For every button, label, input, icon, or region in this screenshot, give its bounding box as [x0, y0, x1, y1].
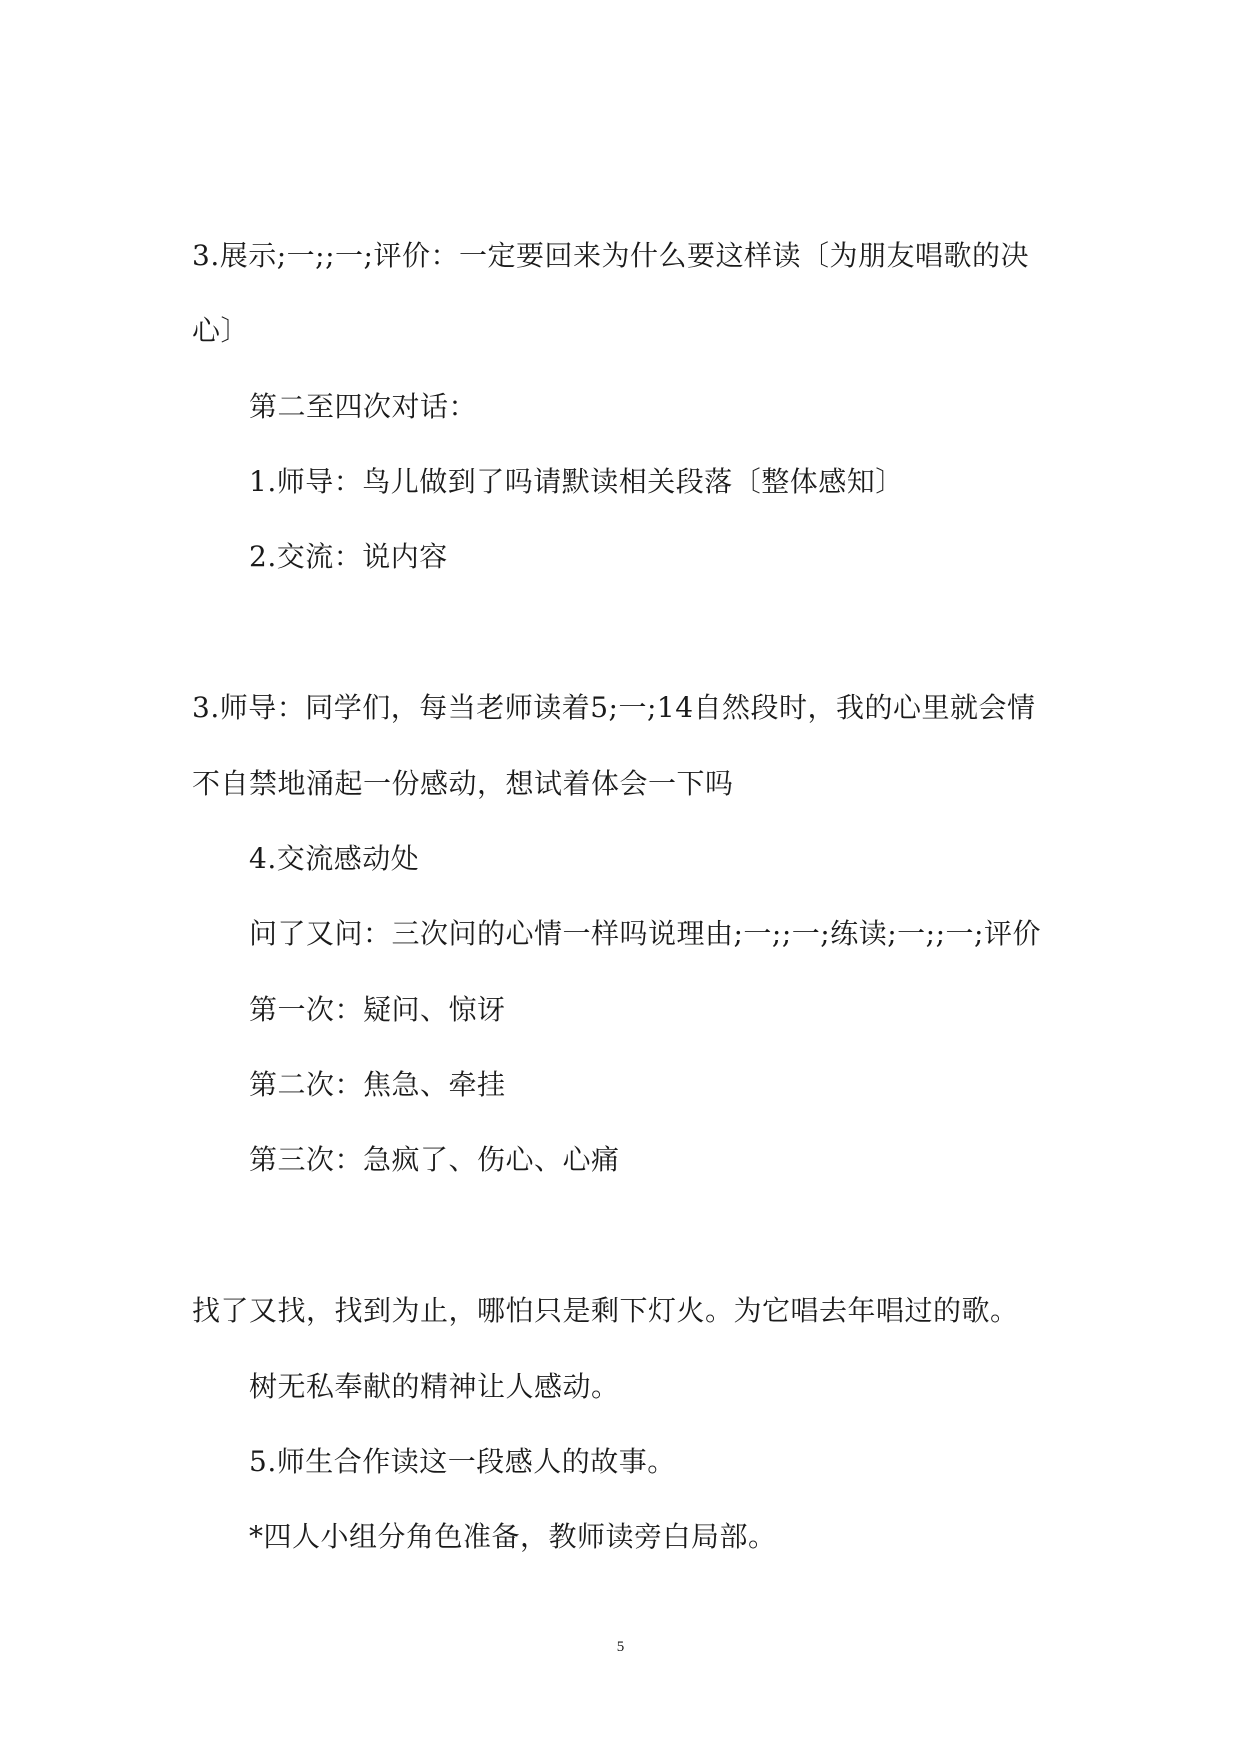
- page-number: 5: [616, 1639, 625, 1655]
- paragraph-line: 2.交流：说内容: [249, 540, 448, 573]
- paragraph-line: 不自禁地涌起一份感动，想试着体会一下吗: [192, 767, 734, 800]
- paragraph-line: 问了又问：三次问的心情一样吗说理由;一;;一;练读;一;;一;评价: [249, 917, 1041, 950]
- paragraph-line: 第三次：急疯了、伤心、心痛: [249, 1143, 620, 1176]
- paragraph-line: 5.师生合作读这一段感人的故事。: [249, 1445, 676, 1478]
- paragraph-line: 1.师导：鸟儿做到了吗请默读相关段落〔整体感知〕: [249, 465, 904, 498]
- paragraph-line: 找了又找，找到为止，哪怕只是剩下灯火。为它唱去年唱过的歌。: [192, 1294, 1019, 1327]
- section-heading: 第二至四次对话：: [249, 390, 478, 423]
- paragraph-line: 第二次：焦急、牵挂: [249, 1068, 506, 1101]
- paragraph-line: 树无私奉献的精神让人感动。: [249, 1370, 620, 1403]
- paragraph-line: 4.交流感动处: [249, 842, 420, 875]
- paragraph-line: 3.展示;一;;一;评价：一定要回来为什么要这样读〔为朋友唱歌的决: [192, 239, 1029, 272]
- paragraph-line: *四人小组分角色准备，教师读旁白局部。: [249, 1520, 777, 1553]
- paragraph-line: 心〕: [192, 314, 250, 347]
- paragraph-line: 第一次：疑问、惊讶: [249, 993, 506, 1026]
- paragraph-line: 3.师导：同学们，每当老师读着5;一;14自然段时，我的心里就会情: [192, 691, 1036, 724]
